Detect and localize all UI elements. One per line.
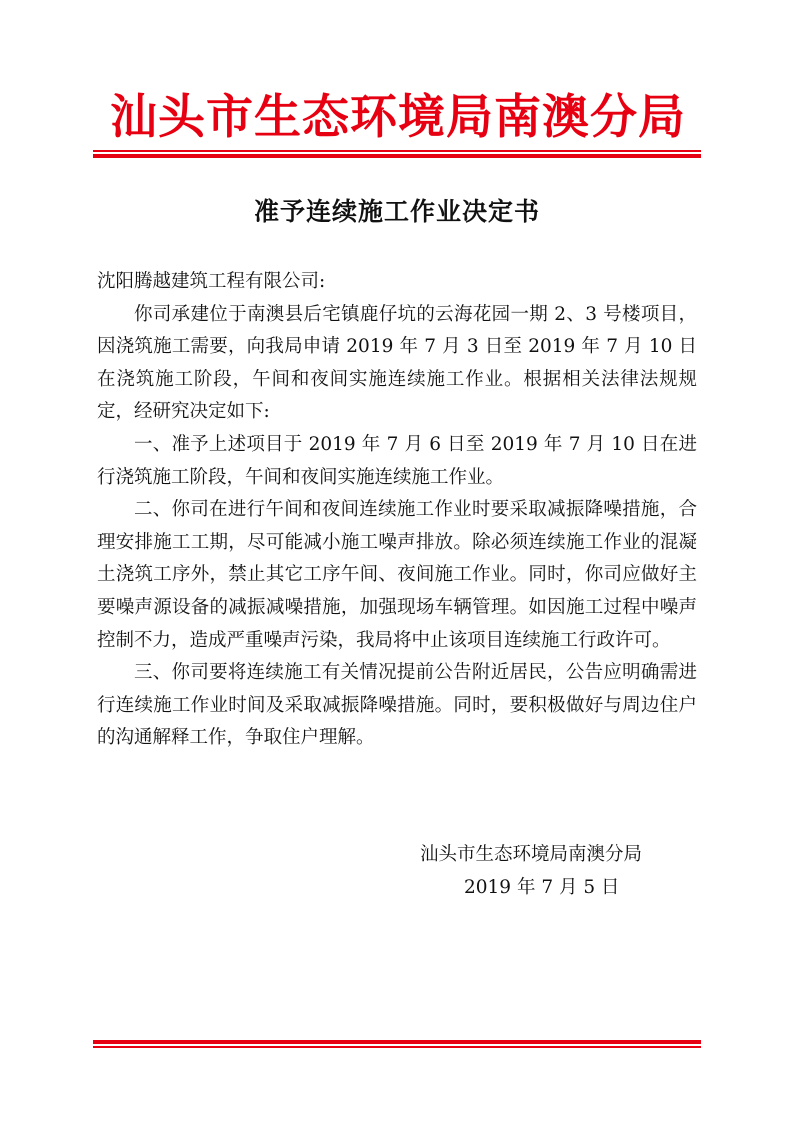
paragraph-item-2: 二、你司在进行午间和夜间连续施工作业时要采取减振降噪措施，合理安排施工工期，尽可能减小施工噪声排放。除必须连续施工作业的混凝土浇筑工序外，禁止其它工序午间、夜间施工作业。同时，你司应做好主要噪声源设备的减振减噪措施，加强现场车辆管理。如因施工过程中噪声控制不力，造成严重噪声污染，我局将中止该项目连续施工行政许可。 [97,499,697,651]
paragraph-item-1: 一、准予上述项目于 2019 年 7 月 6 日至 2019 年 7 月 10 日在进行浇筑施工阶段，午间和夜间实施连续施工作业。 [97,433,697,488]
document-body [97,266,697,755]
signature-date: 2019 年 7 月 5 日 [464,877,620,898]
footer-rule-thin [93,1046,701,1048]
document-title: 准予连续施工作业决定书 [253,197,540,226]
signature-block [420,838,642,904]
masthead-org-name: 汕头市生态环境局南澳分局 [110,90,686,145]
masthead-rule-thin [93,150,701,152]
paragraph-item-3: 三、你司要将连续施工有关情况提前公告附近居民，公告应明确需进行连续施工作业时间及采取减振降噪措施。同时，要积极做好与周边住户的沟通解释工作，争取住户理解。 [97,662,697,749]
footer-rule-thick [93,1040,701,1044]
paragraph-intro: 你司承建位于南澳县后宅镇鹿仔坑的云海花园一期 2、3 号楼项目，因浇筑施工需要，向我局申请 2019 年 7 月 3 日至 2019 年 7 月 10 日在浇筑施工阶段，午间和夜间实施连续施工作业。根据相关法律法规规定，经研究决定如下: [97,303,697,423]
addressee: 沈阳腾越建筑工程有限公司: [97,271,326,292]
masthead-rule-thick [93,154,701,158]
signature-issuer: 汕头市生态环境局南澳分局 [420,844,643,865]
